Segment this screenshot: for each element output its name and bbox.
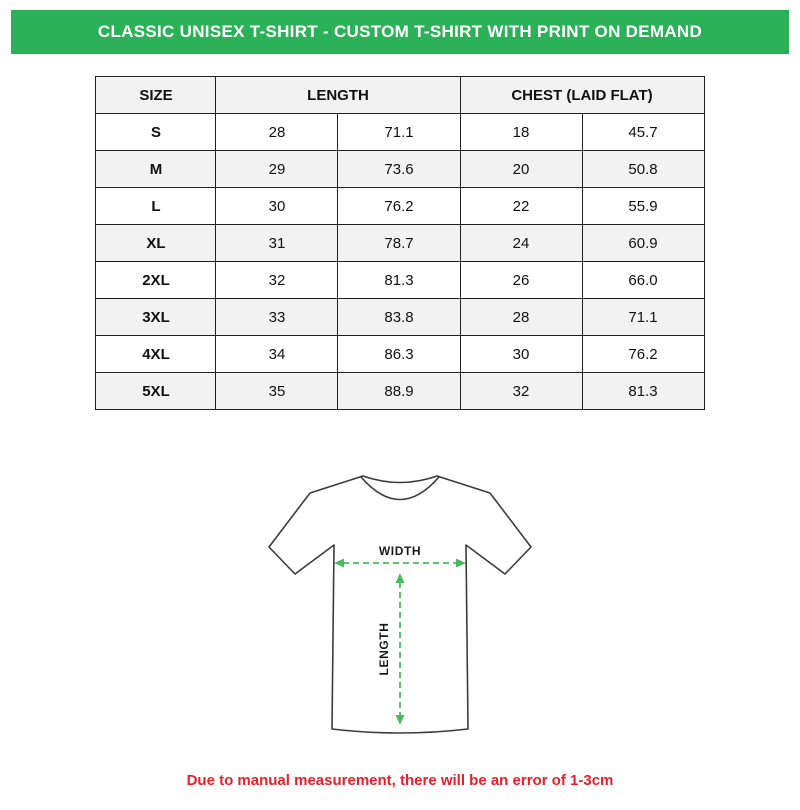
cell-size: 3XL <box>96 299 216 336</box>
cell-length-in: 35 <box>216 373 338 410</box>
cell-length-cm: 83.8 <box>338 299 460 336</box>
cell-size: L <box>96 188 216 225</box>
table-row <box>96 299 704 336</box>
cell-chest-cm: 55.9 <box>582 188 704 225</box>
cell-length-in: 32 <box>216 262 338 299</box>
cell-length-cm: 86.3 <box>338 336 460 373</box>
cell-chest-in: 22 <box>460 188 582 225</box>
size-chart-table <box>95 76 704 410</box>
cell-length-cm: 88.9 <box>338 373 460 410</box>
cell-chest-in: 18 <box>460 114 582 151</box>
cell-length-cm: 81.3 <box>338 262 460 299</box>
cell-chest-in: 30 <box>460 336 582 373</box>
header-size: SIZE <box>96 77 216 114</box>
measurement-error-note: Due to manual measurement, there will be an error of 1-3cm <box>186 772 614 789</box>
cell-length-cm: 78.7 <box>338 225 460 262</box>
table-row <box>96 262 704 299</box>
cell-size: 4XL <box>96 336 216 373</box>
cell-chest-in: 28 <box>460 299 582 336</box>
cell-length-in: 33 <box>216 299 338 336</box>
table-row <box>96 373 704 410</box>
cell-length-in: 28 <box>216 114 338 151</box>
cell-chest-cm: 76.2 <box>582 336 704 373</box>
cell-size: S <box>96 114 216 151</box>
cell-length-in: 31 <box>216 225 338 262</box>
cell-chest-cm: 60.9 <box>582 225 704 262</box>
page-title: CLASSIC UNISEX T-SHIRT - CUSTOM T-SHIRT WITH PRINT ON DEMAND <box>97 22 703 41</box>
cell-length-in: 34 <box>216 336 338 373</box>
cell-size: XL <box>96 225 216 262</box>
header-length: LENGTH <box>216 77 460 114</box>
cell-length-in: 30 <box>216 188 338 225</box>
cell-size: M <box>96 151 216 188</box>
title-banner <box>11 10 789 54</box>
length-label: LENGTH <box>377 622 391 676</box>
cell-length-in: 29 <box>216 151 338 188</box>
table-row <box>96 151 704 188</box>
cell-size: 5XL <box>96 373 216 410</box>
table-row <box>96 336 704 373</box>
table-header-row <box>96 77 704 114</box>
cell-chest-in: 26 <box>460 262 582 299</box>
table-row <box>96 225 704 262</box>
cell-length-cm: 76.2 <box>338 188 460 225</box>
width-label: WIDTH <box>378 544 422 558</box>
cell-chest-cm: 50.8 <box>582 151 704 188</box>
cell-length-cm: 73.6 <box>338 151 460 188</box>
cell-chest-cm: 71.1 <box>582 299 704 336</box>
tshirt-measurement-diagram <box>0 446 800 756</box>
table-row <box>96 188 704 225</box>
header-chest: CHEST (LAID FLAT) <box>460 77 704 114</box>
cell-chest-in: 32 <box>460 373 582 410</box>
tshirt-outline-drawing <box>245 446 555 756</box>
cell-chest-cm: 81.3 <box>582 373 704 410</box>
cell-chest-in: 20 <box>460 151 582 188</box>
cell-chest-cm: 45.7 <box>582 114 704 151</box>
cell-size: 2XL <box>96 262 216 299</box>
cell-length-cm: 71.1 <box>338 114 460 151</box>
table-row <box>96 114 704 151</box>
cell-chest-cm: 66.0 <box>582 262 704 299</box>
cell-chest-in: 24 <box>460 225 582 262</box>
